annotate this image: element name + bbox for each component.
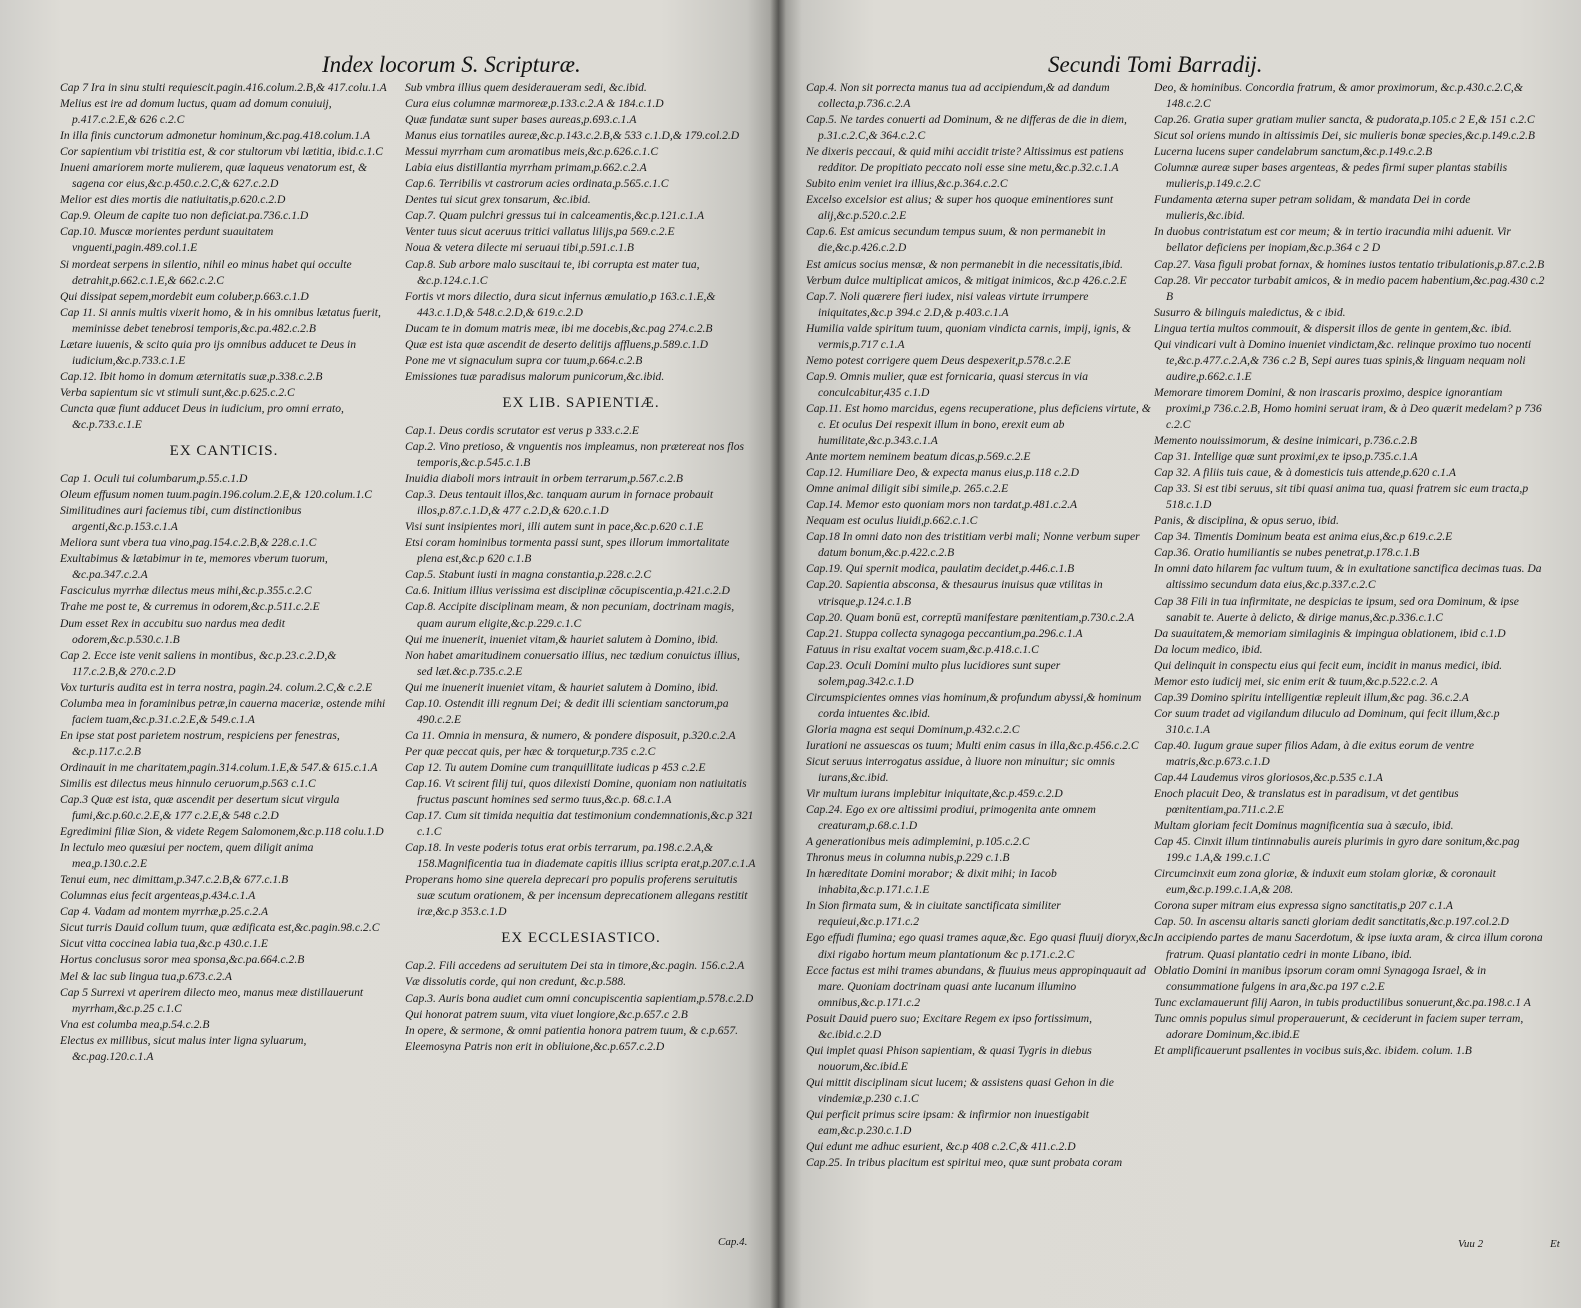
- index-entry: Cap.7. Quam pulchri gressus tui in calceamentis,&c.p.121.c.1.A: [405, 209, 705, 223]
- index-entry: Cap.20. Sapientia absconsa, & thesaurus inuisus quæ vtilitas in vtrisque,p.124.c.1.B: [806, 578, 1103, 608]
- index-entry: Si mordeat serpens in silentio, nihil eo minus habet qui occulte detrahit,p.662.c.1.E,& 662.c.2.C: [60, 257, 352, 287]
- index-entry: Ante mortem neminem beatum dicas,p.569.c.2.E: [806, 450, 1031, 464]
- index-entry: Cap.9. Oleum de capite tuo non deficiat.pa.736.c.1.D: [60, 209, 309, 223]
- index-entry: Cap 45. Cinxit illum tintinnabulis aureis plurimis in gyro dare sonitum,&c.pag 199.c 1.A,& 199.c.1.C: [1154, 835, 1520, 865]
- index-entry: Nemo potest corrigere quem Deus despexerit,p.578.c.2.E: [806, 353, 1071, 367]
- index-entry: Cap 1. Oculi tui columbarum,p.55.c.1.D: [60, 472, 248, 486]
- index-entry: In hæreditate Domini morabor; & dixit mihi; in Iacob inhabita,&c.p.171.c.1.E: [806, 867, 1057, 897]
- index-entry: Cap.8. Accipite disciplinam meam, & non pecuniam, doctrinam magis, quam aurum eligite,&c.p.229.c.1.C: [405, 600, 735, 630]
- index-entry: Cap.39 Domino spiritu intelligentiæ repleuit illum,&c pag. 36.c.2.A: [1154, 690, 1469, 704]
- index-entry: Cap 33. Si est tibi seruus, sit tibi quasi anima tua, quasi fratrem sic eum tracta,p 518.c.1.D: [1154, 482, 1529, 512]
- index-entry: Cap 7 Ira in sinu stulti requiescit.pagin.416.colum.2.B,& 417.colu.1.A: [60, 81, 387, 94]
- index-entry: Cap.2. Fili accedens ad seruitutem Dei sta in timore,&c.pagin. 156.c.2.A: [405, 959, 745, 973]
- index-entry: Melior est dies mortis die natiuitatis,p.620.c.2.D: [60, 193, 286, 207]
- index-entry: Columnæ aureæ super bases argenteas, & pedes firmi super plantas stabilis mulieris,p.149.c.2.C: [1154, 161, 1508, 191]
- right-column-1: [806, 80, 1156, 1171]
- index-entry: Ne dixeris peccaui, & quid mihi accidit triste? Altissimus est patiens redditor. De propitiato peccato noli esse sine metu,&c.p.32.c.1.A: [806, 145, 1124, 175]
- index-entry: Eleemosyna Patris non erit in obliuione,&c.p.657.c.2.D: [405, 1039, 665, 1053]
- index-entry: Lucerna lucens super candelabrum sanctum,&c.p.149.c.2.B: [1154, 145, 1433, 159]
- index-entry: Qui vindicari vult à Domino inueniet vindictam,&c. relinque proximo tuo nocenti te,&c.p.477.c.2.A,& 736 c.2 B, Sepi aures tuas spinis,& linguam nequam noli audire,p.662.c.1.E: [1154, 337, 1532, 383]
- index-entry: Cap.17. Cum sit timida nequitia dat testimonium condemnationis,&c.p 321 c.1.C: [405, 809, 754, 839]
- index-entry: Circumspicientes omnes vias hominum,& profundum abyssi,& hominum corda intuentes &c.ibid.: [806, 690, 1142, 720]
- index-entry: In duobus contristatum est cor meum; & in tertio iracundia mihi aduenit. Vir bellator deficiens per inopiam,&c.p.364 c 2 D: [1154, 225, 1511, 255]
- index-entry: Lingua tertia multos commouit, & dispersit illos de gente in gentem,&c. ibid.: [1154, 321, 1512, 335]
- index-entry: Noua & vetera dilecte mi seruaui tibi,p.591.c.1.B: [405, 241, 634, 255]
- index-entry: Verba sapientum sic vt stimuli sunt,&c.p.625.c.2.C: [60, 385, 295, 399]
- index-entry: Tunc exclamauerunt filij Aaron, in tubis productilibus sonuerunt,&c.pa.198.c.1 A: [1154, 995, 1531, 1009]
- index-entry: In accipiendo partes de manu Sacerdotum, & ipse iuxta aram, & circa illum corona fratrum. Quasi plantatio cedri in monte Libano, ibid.: [1154, 931, 1543, 961]
- index-entry: Trahe me post te, & curremus in odorem,&c.p.511.c.2.E: [60, 600, 320, 614]
- left-page: [0, 0, 778, 1308]
- book-gutter: [770, 0, 786, 1308]
- index-entry: Cap 11. Si annis multis vixerit homo, & in his omnibus lætatus fuerit, meminisse debet tenebrosi temporis,&c.pa.482.c.2.B: [60, 305, 381, 335]
- index-entry: Cap.3. Deus tentauit illos,&c. tanquam aurum in fornace probauit illos,p.87.c.1.D,& 477 c.2.D,& 620.c.1.D: [405, 488, 714, 518]
- index-entry: Cap.4. Non sit porrecta manus tua ad accipiendum,& ad dandum collecta,p.736.c.2.A: [806, 81, 1110, 111]
- index-entry: Labia eius distillantia myrrham primam,p.662.c.2.A: [405, 161, 647, 175]
- section-heading: EX ECCLESIASTICO.: [501, 930, 661, 947]
- index-entry: Verbum dulce multiplicat amicos, & mitigat inimicos, &c.p 426.c.2.E: [806, 273, 1127, 287]
- index-entry: Properans homo sine querela deprecari pro populis proferens seruitutis suæ scutum orationem, & per incensum deprecationem allegans restitit iræ,&c.p 353.c.1.D: [405, 873, 748, 919]
- index-entry: Ordinauit in me charitatem,pagin.314.colum.1.E,& 547.& 615.c.1.A: [60, 760, 378, 774]
- index-entry: Cap 34. Timentis Dominum beata est anima eius,&c.p 619.c.2.E: [1154, 530, 1453, 544]
- index-entry: Ego effudi flumina; ego quasi trames aquæ,&c. Ego quasi fluuij dioryx,&c. dixi rigabo hortum meum plantationum &c p.171.c.2.C: [806, 931, 1156, 961]
- index-entry: Cura eius columnæ marmoreæ,p.133.c.2.A & 184.c.1.D: [405, 97, 664, 111]
- index-entry: Gloria magna est sequi Dominum,p.432.c.2.C: [806, 722, 1020, 736]
- left-catchword: Cap.4.: [718, 1236, 748, 1248]
- index-entry: Tenui eum, nec dimittam,p.347.c.2.B,& 677.c.1.B: [60, 873, 289, 887]
- index-entry: Messui myrrham cum aromatibus meis,&c.p.626.c.1.C: [405, 145, 659, 159]
- index-entry: Cap.18. In veste poderis totus erat orbis terrarum, pa.198.c.2.A,& 158.Magnificentia tua in diademate capitis illius scripta erat,p.207.c.1.A: [405, 841, 756, 871]
- index-entry: Mel & lac sub lingua tua,p.673.c.2.A: [60, 969, 232, 983]
- index-entry: Cap.2. Vino pretioso, & vnguentis nos impleamus, non prætereat nos flos temporis,&c.p.545.c.1.B: [405, 439, 745, 470]
- index-entry: Cap 2. Ecce iste venit saliens in montibus, &c.p.23.c.2.D,& 117.c.2.B,& 270.c.2.D: [60, 648, 337, 678]
- index-entry: In opere, & sermone, & omni patientia honora patrem tuum, & c.p.657.: [405, 1023, 739, 1037]
- index-entry: Fundamenta æterna super petram solidam, & mandata Dei in corde mulieris,&c.ibid.: [1154, 193, 1471, 223]
- left-column-2: [405, 80, 757, 1055]
- index-entry: Inuidia diaboli mors intrauit in orbem terrarum,p.567.c.2.B: [405, 472, 683, 486]
- index-entry: Qui honorat patrem suum, vita viuet longiore,&c.p.657.c 2.B: [405, 1007, 688, 1021]
- index-entry: Vna est columba mea,p.54.c.2.B: [60, 1017, 210, 1031]
- index-entry: Qui mittit disciplinam sicut lucem; & assistens quasi Gehon in die vindemiæ,p.230 c.1.C: [806, 1075, 1114, 1105]
- index-entry: Cap.24. Ego ex ore altissimi prodiui, primogenita ante omnem creaturam,p.68.c.1.D: [806, 803, 1096, 833]
- index-entry: Qui implet quasi Phison sapientiam, & quasi Tygris in diebus nouorum,&c.ibid.E: [806, 1043, 1092, 1073]
- index-entry: Omne animal diligit sibi simile,p. 265.c.2.E: [806, 482, 1009, 496]
- index-entry: Est amicus socius mensæ, & non permanebit in die necessitatis,ibid.: [806, 257, 1123, 271]
- index-entry: Qui me inuenerit inueniet vitam, & hauriet salutem à Domino, ibid.: [405, 680, 719, 694]
- index-entry: Væ dissolutis corde, qui non credunt, &c.p.588.: [405, 975, 627, 989]
- index-entry: Fasciculus myrrhæ dilectus meus mihi,&c.p.355.c.2.C: [60, 584, 312, 598]
- index-entry: Cap.26. Gratia super gratiam mulier sancta, & pudorata,p.105.c 2 E,& 151 c.2.C: [1154, 113, 1535, 127]
- index-entry: Humilia valde spiritum tuum, quoniam vindicta carnis, impij, ignis, & vermis,p.717 c.1.A: [806, 321, 1131, 351]
- index-entry: En ipse stat post parietem nostrum, respiciens per fenestras, &c.p.117.c.2.B: [60, 728, 340, 758]
- index-entry: Meliora sunt vbera tua vino,pag.154.c.2.B,& 228.c.1.C: [60, 536, 317, 550]
- index-entry: Cap 31. Intellige quæ sunt proximi,ex te ipso,p.735.c.1.A: [1154, 450, 1418, 464]
- index-entry: Cap.3. Auris bona audiet cum omni concupiscentia sapientiam,p.578.c.2.D: [405, 991, 754, 1005]
- index-entry: Cap 38 Fili in tua infirmitate, ne despicias te ipsum, sed ora Dominum, & ipse sanabit te. Auerte à delicto, & dirige manus,&c.p.336.c.1.C: [1154, 594, 1519, 624]
- index-entry: Et amplificauerunt psallentes in vocibus suis,&c. ibidem. colum. 1.B: [1154, 1043, 1472, 1057]
- index-entry: Cap.21. Stuppa collecta synagoga peccantium,pa.296.c.1.A: [806, 626, 1083, 640]
- index-entry: Panis, & disciplina, & opus seruo, ibid.: [1154, 514, 1339, 528]
- index-entry: Cap.27. Vasa figuli probat fornax, & homines iustos tentatio tribulationis,p.87.c.2.B: [1154, 257, 1545, 271]
- index-entry: Cap.11. Est homo marcidus, egens recuperatione, plus deficiens virtute, & c. Et oculus Dei respexit illum in bono, erexit eum ab humilitate,&c.p.343.c.1.A: [806, 401, 1151, 448]
- index-entry: Deo, & hominibus. Concordia fratrum, & amor proximorum, &c.p.430.c.2.C,& 148.c.2.C: [1154, 81, 1523, 111]
- right-page: [778, 0, 1581, 1308]
- right-catchword: Et: [1550, 1238, 1560, 1250]
- index-entry: Posuit Dauid puero suo; Excitare Regem ex ipso fortissimum, &c.ibid.c.2.D: [806, 1011, 1093, 1041]
- index-entry: Excelso excelsior est alius; & super hos quoque eminentiores sunt alij,&c.p.520.c.2.E: [806, 193, 1114, 223]
- index-entry: Cap.12. Ibit homo in domum æternitatis suæ,p.338.c.2.B: [60, 369, 323, 383]
- index-entry: Emissiones tuæ paradisus malorum punicorum,&c.ibid.: [405, 369, 665, 383]
- index-entry: Cap.18 In omni dato non des tristitiam verbi mali; Nonne verbum super datum bonum,&c.p.422.c.2.B: [806, 530, 1140, 560]
- index-entry: Cap.5. Stabunt iusti in magna constantia,p.228.c.2.C: [405, 568, 652, 582]
- index-entry: Qui edunt me adhuc esurient, &c.p 408 c.2.C,& 411.c.2.D: [806, 1140, 1076, 1154]
- index-entry: Cap.28. Vir peccator turbabit amicos, & in medio pacem habentium,&c.pag.430 c.2 B: [1154, 273, 1545, 303]
- index-entry: Subito enim veniet ira illius,&c.p.364.c.2.C: [806, 177, 1008, 191]
- index-entry: Da locum medico, ibid.: [1154, 642, 1263, 656]
- index-entry: Cap.16. Vt scirent filij tui, quos dilexisti Domine, quoniam non natiuitatis fructus pascunt homines sed sermo tuus,&c.p. 68.c.1.A: [405, 776, 747, 807]
- index-entry: Memento nouissimorum, & desine inimicari, p.736.c.2.B: [1154, 434, 1418, 448]
- index-entry: Corona super mitram eius expressa signo sanctitatis,p 207 c.1.A: [1154, 899, 1453, 913]
- index-entry: Lætare iuuenis, & scito quia pro ijs omnibus adducet te Deus in iudicium,&c.p.733.c.1.E: [60, 337, 357, 367]
- index-entry: Sicut turris Dauid collum tuum, quæ ædificata est,&c.pagin.98.c.2.C: [60, 921, 380, 935]
- index-entry: Cap.10. Muscæ morientes perdunt suauitatem vnguenti,pagin.489.col.1.E: [60, 225, 274, 255]
- index-entry: Cap. 50. In ascensu altaris sancti gloriam dedit sanctitatis,&c.p.197.col.2.D: [1154, 915, 1509, 929]
- index-entry: Ca 11. Omnia in mensura, & numero, & pondere disposuit, p.320.c.2.A: [405, 728, 736, 742]
- index-entry: Dentes tui sicut grex tonsarum, &c.ibid.: [405, 193, 591, 207]
- right-page-header: Secundi Tomi Barradij.: [1048, 52, 1263, 77]
- index-entry: Inueni amariorem morte mulierem, quæ laqueus venatorum est, & sagena cor eius,&c.p.450.c.2.C,& 627.c.2.D: [60, 161, 367, 191]
- index-entry: Fortis vt mors dilectio, dura sicut infernus æmulatio,p 163.c.1.E,& 443.c.1.D,& 548.c.2.D,& 619.c.2.D: [405, 289, 716, 319]
- index-entry: Quæ fundatæ sunt super bases aureas,p.693.c.1.A: [405, 113, 637, 127]
- index-entry: Cap.19. Qui spernit modica, paulatim decidet,p.446.c.1.B: [806, 562, 1075, 576]
- index-entry: Vox turturis audita est in terra nostra, pagin.24. colum.2.C,& c.2.E: [60, 680, 373, 694]
- index-entry: Visi sunt insipientes mori, illi autem sunt in pace,&c.p.620 c.1.E: [405, 520, 704, 534]
- index-entry: Per quæ peccat quis, per hæc & torquetur,p.735 c.2.C: [405, 744, 656, 758]
- index-entry: Sub vmbra illius quem desideraueram sedi, &c.ibid.: [405, 81, 647, 94]
- right-column-2: [1154, 80, 1546, 1059]
- index-entry: Iurationi ne assuescas os tuum; Multi enim casus in illa,&c.p.456.c.2.C: [806, 738, 1139, 752]
- left-page-header: Index locorum S. Scripturæ.: [322, 52, 581, 77]
- index-entry: Enoch placuit Deo, & translatus est in paradisum, vt det gentibus pœnitentiam,pa.711.c.2.E: [1154, 787, 1459, 817]
- index-entry: Venter tuus sicut aceruus tritici vallatus lilijs,pa 569.c.2.E: [405, 225, 675, 239]
- index-entry: In lectulo meo quæsiui per noctem, quem diligit anima mea,p.130.c.2.E: [60, 841, 314, 871]
- section-heading: EX CANTICIS.: [169, 443, 279, 460]
- index-entry: Nequam est oculus liuidi,p.662.c.1.C: [806, 514, 978, 528]
- index-entry: Susurro & bilinguis maledictus, & c ibid.: [1154, 305, 1346, 319]
- index-entry: Egredimini filiæ Sion, & videte Regem Salomonem,&c.p.118 colu.1.D: [60, 825, 384, 839]
- index-entry: Similitudines auri faciemus tibi, cum distinctionibus argenti,&c.p.153.c.1.A: [60, 504, 302, 534]
- index-entry: Ca.6. Initium illius verissima est disciplinæ cōcupiscentia,p.421.c.2.D: [405, 584, 730, 598]
- index-entry: Cap.12. Humiliare Deo, & expecta manus eius,p.118 c.2.D: [806, 466, 1080, 480]
- index-entry: Pone me vt signaculum supra cor tuum,p.664.c.2.B: [405, 353, 643, 367]
- index-entry: Circumcinxit eum zona gloriæ, & induxit eum stolam gloriæ, & coronauit eum,&c.p.199.c.1.A,& 208.: [1154, 867, 1496, 897]
- index-entry: Cap.5. Ne tardes conuerti ad Dominum, & ne differas de die in diem, p.31.c.2.C,& 364.c.2.C: [806, 113, 1127, 143]
- index-entry: Qui delinquit in conspectu eius qui fecit eum, incidit in manus medici, ibid.: [1154, 658, 1503, 672]
- index-entry: Cap.40. Iugum graue super filios Adam, à die exitus eorum de ventre matris,&c.p.673.c.1.D: [1154, 738, 1475, 768]
- index-entry: Etsi coram hominibus tormenta passi sunt, spes illorum immortalitate plena est,&c.p 620 c.1.B: [405, 536, 730, 566]
- index-entry: Non habet amaritudinem conuersatio illius, nec tædium conuictus illius, sed læt.&c.p.735.c.2.E: [405, 648, 740, 678]
- right-signature: Vuu 2: [1458, 1238, 1484, 1250]
- index-entry: Cap.23. Oculi Domini multo plus lucidiores sunt super solem,pag.342.c.1.D: [806, 658, 1061, 688]
- index-entry: Columba mea in foraminibus petræ,in cauerna maceriæ, ostende mihi faciem tuam,&c.p.31.c.2.E,& 549.c.1.A: [60, 696, 386, 726]
- index-entry: A generationibus meis adimplemini, p.105.c.2.C: [806, 835, 1030, 849]
- index-entry: In illa finis cunctorum admonetur hominum,&c.pag.418.colum.1.A: [60, 129, 371, 143]
- index-entry: Thronus meus in columna nubis,p.229 c.1.B: [806, 851, 1010, 865]
- index-entry: Cap.36. Oratio humiliantis se nubes penetrat,p.178.c.1.B: [1154, 546, 1420, 560]
- index-entry: Oleum effusum nomen tuum.pagin.196.colum.2.E,& 120.colum.1.C: [60, 488, 373, 502]
- index-entry: Melius est ire ad domum luctus, quam ad domum conuiuij, p.417.c.2.E,& 626 c.2.C: [60, 97, 332, 127]
- index-entry: Similis est dilectus meus hinnulo ceruorum,p.563 c.1.C: [60, 776, 316, 790]
- index-entry: Cap.3 Quæ est ista, quæ ascendit per desertum sicut virgula fumi,&c.p.60.c.2.E,& 177 c.2.E,& 548 c.2.D: [60, 793, 340, 823]
- index-entry: Cap.8. Sub arbore malo suscitaui te, ibi corrupta est mater tua, &c.p.124.c.1.C: [405, 257, 700, 287]
- index-entry: Cap.10. Ostendit illi regnum Dei; & dedit illi scientiam sanctorum,pa 490.c.2.E: [405, 696, 729, 726]
- index-entry: Tunc omnis populus simul properauerunt, & ceciderunt in faciem super terram, adorare Dominum,&c.ibid.E: [1154, 1011, 1524, 1041]
- index-entry: Electus ex millibus, sicut malus inter ligna syluarum, &c.pag.120.c.1.A: [60, 1033, 307, 1063]
- section-heading: EX LIB. SAPIENTIÆ.: [502, 394, 660, 411]
- index-entry: Ducam te in domum matris meæ, ibi me docebis,&c.pag 274.c.2.B: [405, 321, 713, 335]
- index-entry: Cap 5 Surrexi vt aperirem dilecto meo, manus meæ distillauerunt myrrham,&c.p.25 c.1.C: [60, 985, 364, 1015]
- index-entry: Cap.20. Quam bonū est, correptū manifestare pœnitentiam,p.730.c.2.A: [806, 610, 1135, 624]
- index-entry: Quæ est ista quæ ascendit de deserto delitijs affluens,p.589.c.1.D: [405, 337, 709, 351]
- index-entry: Columnas eius fecit argenteas,p.434.c.1.A: [60, 889, 256, 903]
- index-entry: Exultabimus & lætabimur in te, memores vberum tuorum, &c.pa.347.c.2.A: [60, 552, 328, 582]
- index-entry: Vir multum iurans implebitur iniquitate,&c.p.459.c.2.D: [806, 787, 1063, 801]
- index-entry: Ecce factus est mihi trames abundans, & fluuius meus appropinquauit ad mare. Quoniam doctrinam quasi ante lucanum illumino omnibus,&c.p.171.c.2: [806, 963, 1146, 1009]
- index-entry: Cap 32. A filiis tuis caue, & à domesticis tuis attende,p.620 c.1.A: [1154, 466, 1456, 480]
- index-entry: In Sion firmata sum, & in ciuitate sanctificata similiter requieui,&c.p.171.c.2: [806, 899, 1061, 929]
- index-entry: Sicut seruus interrogatus assidue, à liuore non minuitur; sic omnis iurans,&c.ibid.: [806, 754, 1115, 785]
- index-entry: Qui perficit primus scire ipsam: & infirmior non inuestigabit eam,&c.p.230.c.1.D: [806, 1108, 1089, 1138]
- index-entry: Cap.6. Est amicus secundum tempus suum, & non permanebit in die,&c.p.426.c.2.D: [806, 225, 1106, 255]
- index-entry: Cor suum tradet ad vigilandum diluculo ad Dominum, qui fecit illum,&c.p 310.c.1.A: [1154, 706, 1500, 736]
- index-entry: Sicut sol oriens mundo in altissimis Dei, sic mulieris bonæ species,&c.p.149.c.2.B: [1154, 129, 1535, 143]
- index-entry: In omni dato hilarem fac vultum tuum, & in exultatione sanctifica decimas tuas. Da altissimo secundum data eius,&c.p.337.c.2.C: [1154, 562, 1542, 592]
- left-column-1: [60, 80, 388, 1065]
- index-entry: Cap.44 Laudemus viros gloriosos,&c.p.535 c.1.A: [1154, 771, 1383, 785]
- index-entry: Manus eius tornatiles aureæ,&c.p.143.c.2.B,& 533 c.1.D,& 179.col.2.D: [405, 129, 740, 143]
- index-entry: Cuncta quæ fiunt adducet Deus in iudicium, pro omni errato, &c.p.733.c.1.E: [60, 401, 344, 431]
- index-entry: Sicut vitta coccinea labia tua,&c.p 430.c.1.E: [60, 937, 268, 951]
- index-entry: Cor sapientium vbi tristitia est, & cor stultorum vbi lætitia, ibid.c.1.C: [60, 145, 384, 159]
- index-entry: Cap.9. Omnis mulier, quæ est fornicaria, quasi stercus in via conculcabitur,435 c.1.D: [806, 369, 1089, 399]
- index-entry: Qui dissipat sepem,mordebit eum coluber,p.663.c.1.D: [60, 289, 309, 303]
- index-entry: Cap.6. Terribilis vt castrorum acies ordinata,p.565.c.1.C: [405, 177, 669, 191]
- index-entry: Cap.25. In tribus placitum est spiritui meo, quæ sunt probata coram: [806, 1156, 1123, 1170]
- index-entry: Dum esset Rex in accubitu suo nardus mea dedit odorem,&c.p.530.c.1.B: [60, 616, 285, 646]
- index-entry: Da suauitatem,& memoriam similaginis & impingua oblationem, ibid c.1.D: [1154, 626, 1506, 640]
- index-entry: Cap.7. Noli quærere fieri iudex, nisi valeas virtute irrumpere iniquitates,&c.p 394.c 2.D,& p.403.c.1.A: [806, 289, 1089, 319]
- index-entry: Memorare timorem Domini, & non irascaris proximo, despice ignorantiam proximi,p 736.c.2.B, Homo homini seruat iram, & à Deo quærit medelam? p 736 c.2.C: [1154, 385, 1542, 431]
- index-entry: Cap 4. Vadam ad montem myrrhæ,p.25.c.2.A: [60, 905, 269, 919]
- index-entry: Cap 12. Tu autem Domine cum tranquillitate iudicas p 453 c.2.E: [405, 760, 706, 774]
- index-entry: Hortus conclusus soror mea sponsa,&c.pa.664.c.2.B: [60, 953, 305, 967]
- index-entry: Oblatio Domini in manibus ipsorum coram omni Synagoga Israel, & in consummatione fulgens in ara,&c.pa 197 c.2.E: [1154, 963, 1487, 993]
- index-entry: Multam gloriam fecit Dominus magnificentia sua à sæculo, ibid.: [1154, 819, 1454, 833]
- index-entry: Memor esto iudicij mei, sic enim erit & tuum,&c.p.522.c.2. A: [1154, 674, 1438, 688]
- index-entry: Fatuus in risu exaltat vocem suam,&c.p.418.c.1.C: [806, 642, 1039, 656]
- index-entry: Cap.1. Deus cordis scrutator est verus p 333.c.2.E: [405, 423, 640, 437]
- index-entry: Qui me inuenerit, inueniet vitam,& hauriet salutem à Domino, ibid.: [405, 632, 719, 646]
- index-entry: Cap.14. Memor esto quoniam mors non tardat,p.481.c.2.A: [806, 498, 1078, 512]
